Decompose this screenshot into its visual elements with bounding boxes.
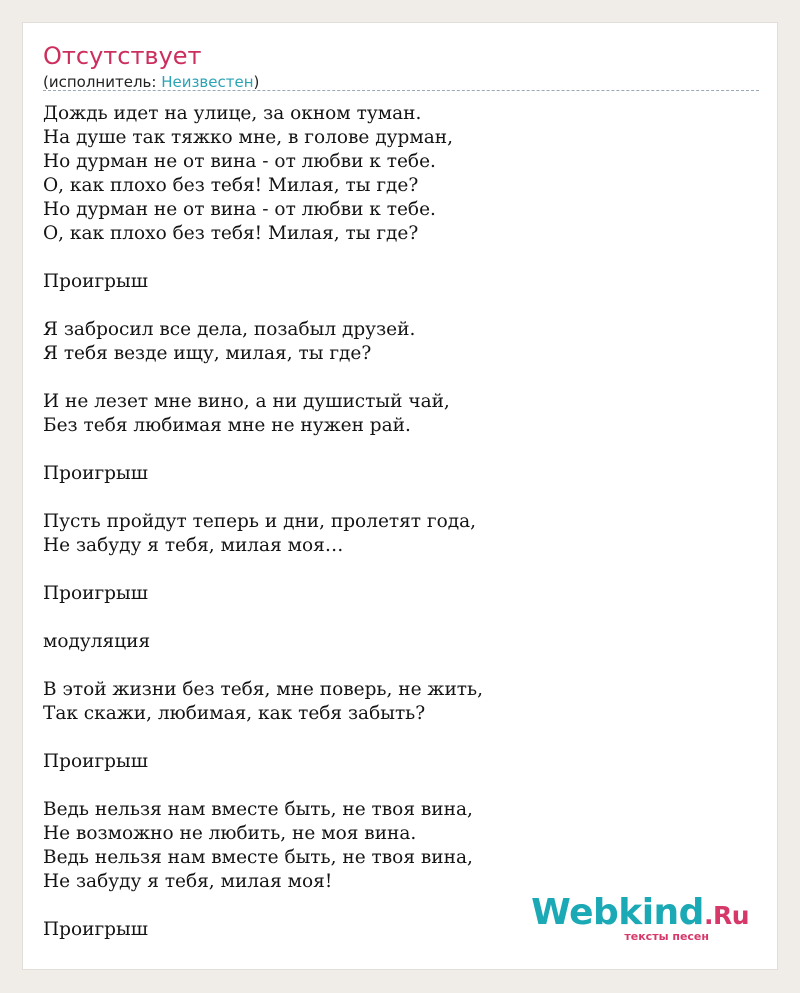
lyric-line: Без тебя любимая мне не нужен рай. [43,415,411,436]
lyric-line: И не лезет мне вино, а ни душистый чай, [43,391,450,412]
lyric-line [43,654,483,678]
lyric-line: Проигрыш [43,463,148,484]
lyric-line [43,606,483,630]
lyric-line [43,246,483,270]
lyric-line: Ведь нельзя нам вместе быть, не твоя вина, [43,799,473,820]
lyric-line: Я забросил все дела, позабыл друзей. [43,319,416,340]
artist-suffix: ) [253,73,260,91]
lyric-line: Проигрыш [43,583,148,604]
lyric-line [43,774,483,798]
lyric-line: Не возможно не любить, не моя вина. [43,823,417,844]
artist-link[interactable]: Неизвестен [161,73,254,91]
lyric-line [43,558,483,582]
lyric-line [43,294,483,318]
lyric-line [43,438,483,462]
lyrics-card [22,22,778,970]
artist-prefix: (исполнитель: [43,73,162,91]
lyric-line: Проигрыш [43,271,148,292]
logo-tld: .Ru [703,901,749,930]
artist-line [43,72,259,92]
lyric-line: В этой жизни без тебя, мне поверь, не жить, [43,679,483,700]
lyric-line: Не забуду я тебя, милая моя! [43,871,333,892]
lyric-line: О, как плохо без тебя! Милая, ты где? [43,175,419,196]
lyric-line: Проигрыш [43,751,148,772]
lyric-line: Дождь идет на улице, за окном туман. [43,103,422,124]
lyric-line: Но дурман не от вина - от любви к тебе. [43,151,436,172]
lyric-line: На душе так тяжко мне, в голове дурман, [43,127,453,148]
logo-brand: Webkind [531,892,704,933]
lyric-line: О, как плохо без тебя! Милая, ты где? [43,223,419,244]
lyric-line: Ведь нельзя нам вместе быть, не твоя вина, [43,847,473,868]
lyric-line [43,726,483,750]
title-divider [43,90,759,91]
lyric-line: Пусть пройдут теперь и дни, пролетят года, [43,511,477,532]
lyric-line: Не забуду я тебя, милая моя… [43,535,344,556]
lyric-line [43,486,483,510]
lyric-line: Но дурман не от вина - от любви к тебе. [43,199,436,220]
song-title: Отсутствует [43,42,202,70]
site-watermark[interactable] [531,892,749,943]
site-logo[interactable] [531,892,749,934]
logo-tagline: тексты песен [624,930,709,943]
lyric-line: Проигрыш [43,919,148,940]
lyric-line: Так скажи, любимая, как тебя забыть? [43,703,426,724]
lyric-line: модуляция [43,631,151,652]
lyric-line [43,366,483,390]
lyric-line [43,894,483,918]
lyric-line: Я тебя везде ищу, милая, ты где? [43,343,372,364]
lyrics-body [43,102,483,942]
